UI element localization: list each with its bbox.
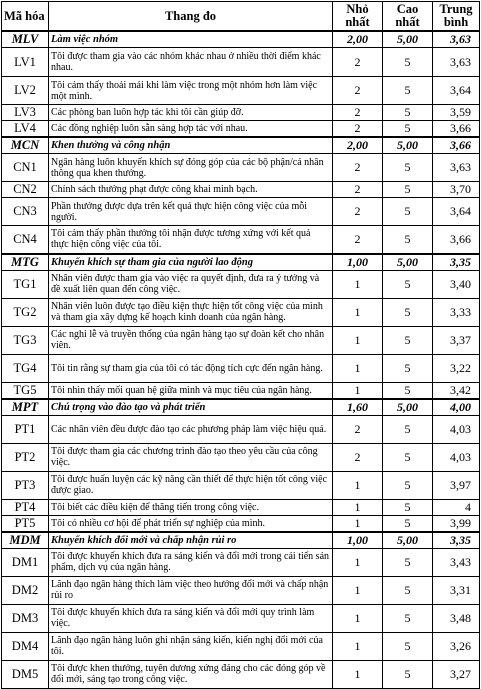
- min-value: 2,00: [333, 31, 383, 48]
- max-value: 5: [383, 182, 433, 198]
- item-description: Tôi được khuyến khích đưa ra sáng kiến và đổi mới quy trình làm việc.: [49, 604, 333, 632]
- min-value: 1: [333, 298, 383, 326]
- min-value: 2: [333, 443, 383, 471]
- row-code: DM1: [2, 548, 49, 576]
- row-code: DM5: [2, 660, 49, 688]
- mean-value: 3,97: [433, 471, 480, 499]
- table-row: [2, 415, 480, 443]
- max-value: 5: [383, 471, 433, 499]
- max-value: 5,00: [383, 31, 433, 48]
- max-value: 5,00: [383, 137, 433, 154]
- table-row: [2, 443, 480, 471]
- item-description: Tôi được tham gia các chương trình đào tạo theo yêu cầu của công việc.: [49, 443, 333, 471]
- group-title: Chú trọng vào đào tạo và phát triển: [49, 399, 333, 416]
- header-mean: Trung bình: [433, 2, 480, 32]
- row-code: TG2: [2, 298, 49, 326]
- max-value: 5: [383, 105, 433, 121]
- max-value: 5: [383, 576, 433, 604]
- max-value: 5: [383, 48, 433, 77]
- row-code: PT2: [2, 443, 49, 471]
- item-description: Tôi được tham gia vào các nhóm khác nhau ở nhiều thời điểm khác nhau.: [49, 48, 333, 77]
- min-value: 1: [333, 515, 383, 532]
- group-row: [2, 254, 480, 271]
- min-value: 1: [333, 548, 383, 576]
- item-description: Lãnh đạo ngân hàng thích làm việc theo hướng đổi mới và chấp nhận rủi ro: [49, 576, 333, 604]
- item-description: Tôi tin rằng sự tham gia của tôi có tác động tích cực đến ngân hàng.: [49, 354, 333, 382]
- max-value: 5: [383, 354, 433, 382]
- row-code: MCN: [2, 137, 49, 154]
- item-description: Các nghi lễ và truyền thống của ngân hàng tạo sự đoàn kết cho nhân viên.: [49, 326, 333, 354]
- max-value: 5: [383, 660, 433, 688]
- min-value: 1,00: [333, 532, 383, 549]
- group-row: [2, 399, 480, 416]
- max-value: 5: [383, 632, 433, 660]
- mean-value: 3,35: [433, 532, 480, 549]
- item-description: Phần thưởng được dựa trên kết quả thực hiện công việc của mỗi người.: [49, 198, 333, 226]
- table-row: [2, 576, 480, 604]
- group-row: [2, 137, 480, 154]
- mean-value: 3,31: [433, 576, 480, 604]
- table-body: [2, 31, 480, 688]
- max-value: 5,00: [383, 532, 433, 549]
- min-value: 2,00: [333, 137, 383, 154]
- max-value: 5: [383, 226, 433, 254]
- group-title: Khuyến khích sự tham gia của người lao động: [49, 254, 333, 271]
- max-value: 5: [383, 515, 433, 532]
- max-value: 5: [383, 415, 433, 443]
- mean-value: 3,42: [433, 382, 480, 399]
- mean-value: 3,27: [433, 660, 480, 688]
- item-description: Tôi được huấn luyện các kỹ năng cần thiết để thực hiện tốt công việc được giao.: [49, 471, 333, 499]
- item-description: Tôi có nhiều cơ hội để phát triển sự nghiệp của mình.: [49, 515, 333, 532]
- max-value: 5: [383, 382, 433, 399]
- table-row: [2, 660, 480, 688]
- table-row: [2, 226, 480, 254]
- table-row: [2, 182, 480, 198]
- min-value: 2: [333, 415, 383, 443]
- mean-value: 3,64: [433, 77, 480, 105]
- item-description: Nhân viên luôn được tạo điều kiện thực hiện tốt công việc của mình và tham gia xây dựng kế hoạch kinh doanh của ngân hàng.: [49, 298, 333, 326]
- min-value: 2: [333, 77, 383, 105]
- item-description: Nhân viên được tham gia vào việc ra quyết định, đưa ra ý tưởng và đề xuất liên quan đến công việc.: [49, 270, 333, 298]
- max-value: 5,00: [383, 254, 433, 271]
- item-description: Các đồng nghiệp luôn sẵn sàng hợp tác với nhau.: [49, 121, 333, 138]
- max-value: 5: [383, 198, 433, 226]
- max-value: 5,00: [383, 399, 433, 416]
- mean-value: 4,03: [433, 443, 480, 471]
- table-row: [2, 121, 480, 138]
- table-row: [2, 632, 480, 660]
- mean-value: 4,00: [433, 399, 480, 416]
- group-title: Làm việc nhóm: [49, 31, 333, 48]
- statistics-table: [1, 1, 480, 689]
- table-row: [2, 471, 480, 499]
- row-code: CN3: [2, 198, 49, 226]
- row-code: CN2: [2, 182, 49, 198]
- table-row: [2, 382, 480, 399]
- table-row: [2, 354, 480, 382]
- min-value: 1: [333, 382, 383, 399]
- max-value: 5: [383, 270, 433, 298]
- mean-value: 3,40: [433, 270, 480, 298]
- min-value: 1: [333, 604, 383, 632]
- min-value: 2: [333, 226, 383, 254]
- table-row: [2, 77, 480, 105]
- table-row: [2, 499, 480, 515]
- min-value: 1: [333, 326, 383, 354]
- header-max: Cao nhất: [383, 2, 433, 32]
- min-value: 1: [333, 471, 383, 499]
- item-description: Ngân hàng luôn khuyến khích sự đóng góp của các bộ phận/cá nhân thông qua khen thưởng.: [49, 154, 333, 182]
- min-value: 1: [333, 576, 383, 604]
- table-row: [2, 270, 480, 298]
- mean-value: 3,37: [433, 326, 480, 354]
- row-code: LV1: [2, 48, 49, 77]
- mean-value: 3,63: [433, 31, 480, 48]
- max-value: 5: [383, 604, 433, 632]
- mean-value: 3,63: [433, 154, 480, 182]
- row-code: DM4: [2, 632, 49, 660]
- mean-value: 3,66: [433, 137, 480, 154]
- table-row: [2, 548, 480, 576]
- row-code: LV2: [2, 77, 49, 105]
- row-code: PT4: [2, 499, 49, 515]
- row-code: DM3: [2, 604, 49, 632]
- row-code: MLV: [2, 31, 49, 48]
- row-code: PT3: [2, 471, 49, 499]
- item-description: Chính sách thưởng phạt được công khai minh bạch.: [49, 182, 333, 198]
- max-value: 5: [383, 121, 433, 138]
- mean-value: 3,99: [433, 515, 480, 532]
- min-value: 2: [333, 154, 383, 182]
- row-code: TG4: [2, 354, 49, 382]
- row-code: LV3: [2, 105, 49, 121]
- row-code: CN1: [2, 154, 49, 182]
- max-value: 5: [383, 326, 433, 354]
- header-min: Nhỏ nhất: [333, 2, 383, 32]
- row-code: DM2: [2, 576, 49, 604]
- mean-value: 3,33: [433, 298, 480, 326]
- header-scale: Thang đo: [49, 2, 333, 32]
- row-code: TG1: [2, 270, 49, 298]
- min-value: 2: [333, 48, 383, 77]
- item-description: Tôi cảm thấy thoải mái khi làm việc trong một nhóm hơn làm việc một mình.: [49, 77, 333, 105]
- group-row: [2, 532, 480, 549]
- row-code: TG5: [2, 382, 49, 399]
- min-value: 1,60: [333, 399, 383, 416]
- row-code: LV4: [2, 121, 49, 138]
- mean-value: 4: [433, 499, 480, 515]
- row-code: PT5: [2, 515, 49, 532]
- mean-value: 3,43: [433, 548, 480, 576]
- min-value: 2: [333, 121, 383, 138]
- mean-value: 3,66: [433, 121, 480, 138]
- max-value: 5: [383, 77, 433, 105]
- table-row: [2, 198, 480, 226]
- mean-value: 3,70: [433, 182, 480, 198]
- min-value: 1: [333, 660, 383, 688]
- max-value: 5: [383, 499, 433, 515]
- min-value: 1: [333, 270, 383, 298]
- table-row: [2, 298, 480, 326]
- min-value: 2: [333, 182, 383, 198]
- min-value: 1: [333, 354, 383, 382]
- table-row: [2, 48, 480, 77]
- min-value: 2: [333, 198, 383, 226]
- row-code: PT1: [2, 415, 49, 443]
- table-row: [2, 105, 480, 121]
- item-description: Các nhân viên đều được đào tạo các phương pháp làm việc hiệu quả.: [49, 415, 333, 443]
- mean-value: 3,64: [433, 198, 480, 226]
- mean-value: 3,26: [433, 632, 480, 660]
- mean-value: 3,66: [433, 226, 480, 254]
- min-value: 1: [333, 632, 383, 660]
- min-value: 1: [333, 499, 383, 515]
- mean-value: 3,48: [433, 604, 480, 632]
- min-value: 2: [333, 105, 383, 121]
- item-description: Tôi được khuyến khích đưa ra sáng kiến và đổi mới trong cải tiến sản phẩm, dịch vụ của ngân hàng.: [49, 548, 333, 576]
- mean-value: 3,59: [433, 105, 480, 121]
- mean-value: 3,22: [433, 354, 480, 382]
- header-row: [2, 2, 480, 32]
- group-row: [2, 31, 480, 48]
- item-description: Các phòng ban luôn hợp tác khi tôi cần giúp đỡ.: [49, 105, 333, 121]
- table-row: [2, 515, 480, 532]
- item-description: Lãnh đạo ngân hàng luôn ghi nhận sáng kiến, kiến nghị đổi mới của tôi.: [49, 632, 333, 660]
- header-code: Mã hóa: [2, 2, 49, 32]
- min-value: 1,00: [333, 254, 383, 271]
- item-description: Tôi biết các điều kiện để thăng tiến trong công việc.: [49, 499, 333, 515]
- max-value: 5: [383, 154, 433, 182]
- row-code: MDM: [2, 532, 49, 549]
- mean-value: 3,63: [433, 48, 480, 77]
- item-description: Tôi cảm thấy phần thưởng tôi nhận được tương xứng với kết quả thực hiện công việc của tôi.: [49, 226, 333, 254]
- row-code: CN4: [2, 226, 49, 254]
- item-description: Tôi nhìn thấy mối quan hệ giữa mình và mục tiêu của ngân hàng.: [49, 382, 333, 399]
- group-title: Khen thưởng và công nhận: [49, 137, 333, 154]
- mean-value: 3,35: [433, 254, 480, 271]
- table-row: [2, 154, 480, 182]
- max-value: 5: [383, 443, 433, 471]
- row-code: TG3: [2, 326, 49, 354]
- row-code: MTG: [2, 254, 49, 271]
- table-row: [2, 326, 480, 354]
- mean-value: 4,03: [433, 415, 480, 443]
- row-code: MPT: [2, 399, 49, 416]
- group-title: Khuyến khích đổi mới và chấp nhận rủi ro: [49, 532, 333, 549]
- max-value: 5: [383, 298, 433, 326]
- item-description: Tôi được khen thưởng, tuyên dương xứng đáng cho các đóng góp về đổi mới, sáng tạo trong công việc.: [49, 660, 333, 688]
- max-value: 5: [383, 548, 433, 576]
